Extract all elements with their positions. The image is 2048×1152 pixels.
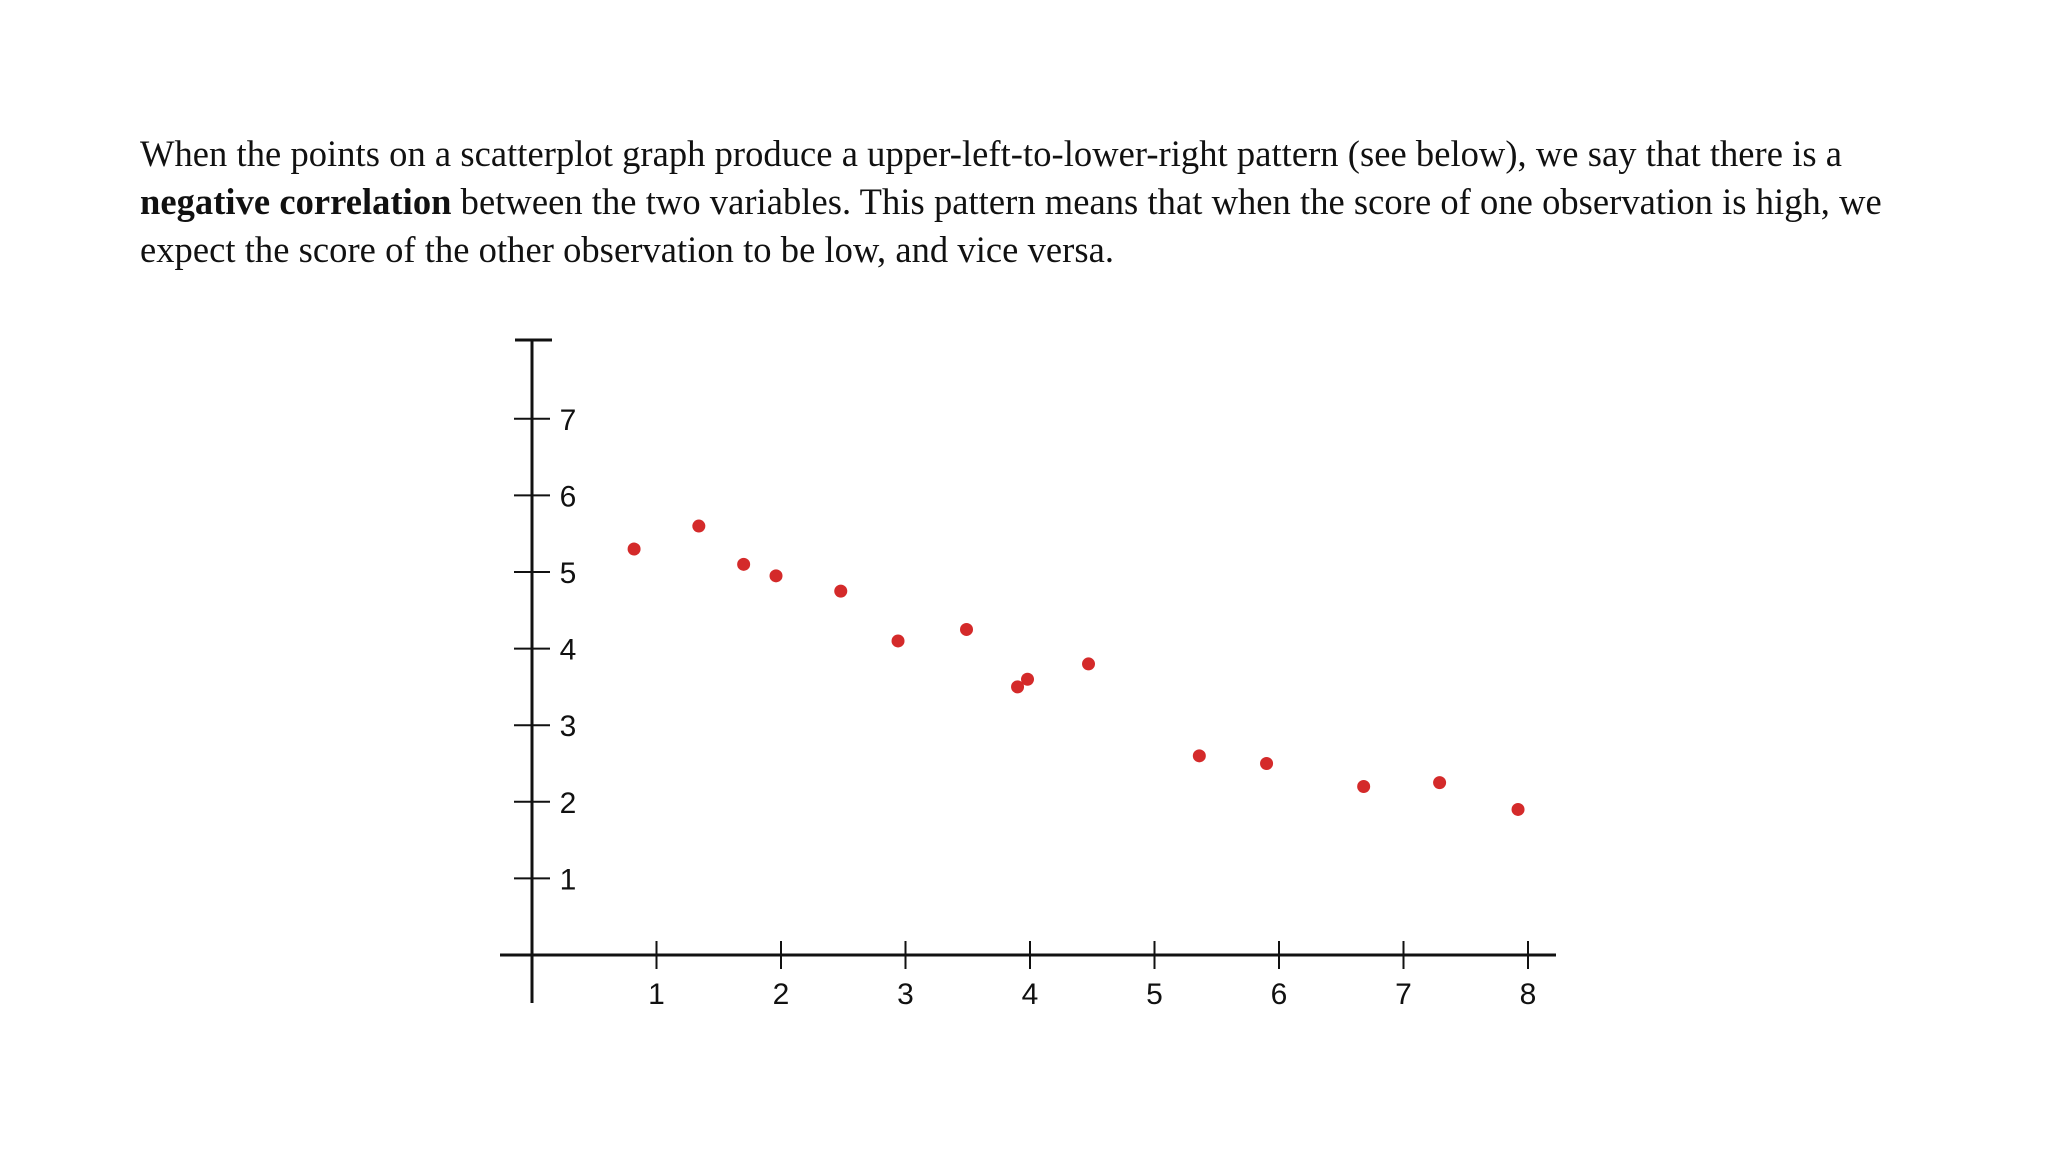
negative-correlation-term: negative correlation: [140, 181, 452, 222]
y-tick-label-5: 5: [559, 557, 577, 590]
paragraph-text-start: When the points on a scatterplot graph produce a upper-left-to-lower-right pattern (see below), we say that there is a: [140, 133, 1843, 174]
paragraph-text-end: between the two variables. This pattern means that when the score of one observation is high, we expect the score of the other observation to be low, and vice versa.: [140, 181, 1882, 270]
data-point-13: [1357, 780, 1370, 793]
x-tick-label-1: 1: [648, 978, 665, 1011]
data-point-6: [892, 634, 905, 647]
x-tick-label-7: 7: [1395, 978, 1412, 1011]
data-point-9: [1021, 673, 1034, 686]
data-point-1: [628, 543, 641, 556]
data-point-10: [1082, 657, 1095, 670]
data-point-5: [834, 585, 847, 598]
data-point-15: [1512, 803, 1525, 816]
data-point-11: [1193, 749, 1206, 762]
x-tick-label-4: 4: [1021, 978, 1039, 1011]
x-tick-label-5: 5: [1146, 978, 1163, 1011]
x-tick-label-8: 8: [1519, 978, 1537, 1011]
y-tick-label-1: 1: [559, 863, 577, 897]
x-tick-label-3: 3: [897, 978, 914, 1011]
data-point-12: [1260, 757, 1273, 770]
data-points: [628, 520, 1525, 816]
data-point-3: [737, 558, 750, 571]
data-point-7: [960, 623, 973, 636]
x-tick-label-2: 2: [772, 978, 790, 1011]
ticks: [514, 404, 1536, 1011]
y-tick-label-2: 2: [559, 786, 577, 820]
y-tick-label-7: 7: [559, 403, 577, 437]
y-tick-label-4: 4: [559, 633, 577, 667]
data-point-4: [770, 569, 783, 582]
x-tick-label-6: 6: [1270, 978, 1288, 1011]
data-point-2: [692, 520, 705, 533]
y-tick-label-6: 6: [559, 480, 577, 514]
axes: [500, 340, 1556, 1003]
data-point-14: [1433, 776, 1446, 789]
y-tick-label-3: 3: [559, 710, 577, 744]
